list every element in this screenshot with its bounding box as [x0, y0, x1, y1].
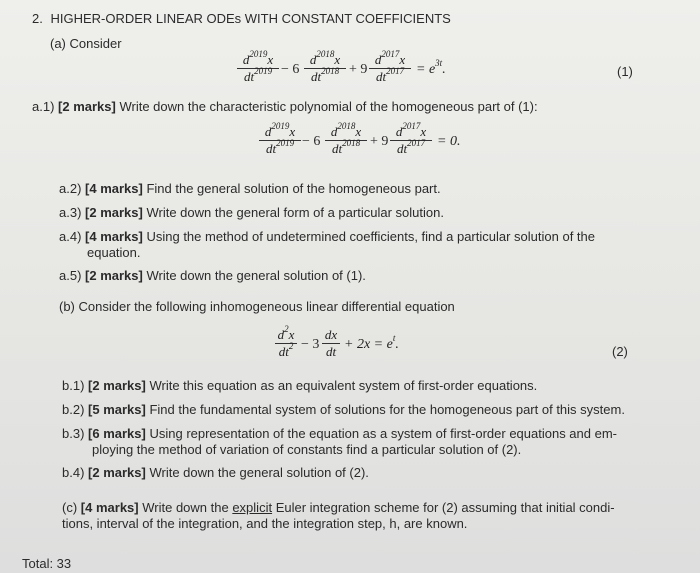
- item-b4: b.4) [2 marks] Write down the general solution of (2).: [62, 465, 369, 480]
- item-b1: b.1) [2 marks] Write this equation as an equivalent system of first-order equations.: [62, 378, 538, 393]
- equation-1-number: (1): [617, 64, 633, 79]
- item-a4-cont: equation.: [87, 245, 141, 260]
- item-a5: a.5) [2 marks] Write down the general solution of (1).: [59, 268, 366, 283]
- item-a3: a.3) [2 marks] Write down the general form of a particular solution.: [59, 205, 444, 220]
- item-a2: a.2) [4 marks] Find the general solution of the homogeneous part.: [59, 181, 441, 196]
- total-marks: Total: 33: [22, 556, 72, 571]
- part-c-cont: tions, interval of the integration, and the integration step, h, are known.: [62, 516, 468, 531]
- item-b3-cont: ploying the method of variation of constants find a particular solution of (2).: [92, 442, 522, 457]
- item-a1: a.1) [2 marks] Write down the characteristic polynomial of the homogeneous part of (1):: [32, 99, 538, 114]
- exam-page: 2. HIGHER-ORDER LINEAR ODEs WITH CONSTANT COEFFICIENTS (a) Consider $d^{2019}x$ $dt^{2019}$ − 6 $d^{2018}x$ $dt^{2018}$ + 9 $d^{2017}x$ $dt^{2017}$ = $e^{3t}$. (1) a.1) [2 marks] Write down the characteristic polynomial of the homogeneous part of (1): $d^{2019}x$ $dt^{2019}$ − 6 $d^{2018}x$ $dt^{2018}$ + 9 $d^{2017}x$ $dt^{2017}$ = 0. a.2) [4 marks] Find the general solution of the homogeneous part. a.3) [2 marks] Write down the general form of a particular solution. a.4) [4 marks] Using the method of undetermined coefficients, find a particular solution of the equation. a.5) [2 marks] Write down the general solution of (1). (b) Consider the following inhomogeneous linear differential equation $d^2x$ $dt^2$ − 3 dx dt + $2x = e^t$. (2) b.1) [2 marks] Write this equation as an equivalent system of first-order equations. b.2) [5 marks] Find the fundamental system of solutions for the homogeneous part of this system. b.3) [6 marks] Using representation of the equation as a system of first-order equations and em- ploying the method of variation of constants find a particular solution of (2). b.4) [2 marks] Write down the general solution of (2). (c) [4 marks] Write down the explicit Euler integration scheme for (2) assuming that initial condi- tions, interval of the integration, and the integration step, h, are known. Total: 33: [0, 0, 700, 573]
- part-c: (c) [4 marks] Write down the explicit Euler integration scheme for (2) assuming that initial condi-: [62, 500, 615, 515]
- item-a4: a.4) [4 marks] Using the method of undetermined coefficients, find a particular solution of the: [59, 229, 595, 244]
- question-heading: 2. HIGHER-ORDER LINEAR ODEs WITH CONSTANT COEFFICIENTS: [32, 11, 451, 26]
- equation-2-number: (2): [612, 344, 628, 359]
- item-b2: b.2) [5 marks] Find the fundamental system of solutions for the homogeneous part of this system.: [62, 402, 625, 417]
- part-a-label: (a) Consider: [50, 36, 122, 51]
- item-b3: b.3) [6 marks] Using representation of the equation as a system of first-order equations and em-: [62, 426, 617, 441]
- part-b-label: (b) Consider the following inhomogeneous linear differential equation: [59, 299, 455, 314]
